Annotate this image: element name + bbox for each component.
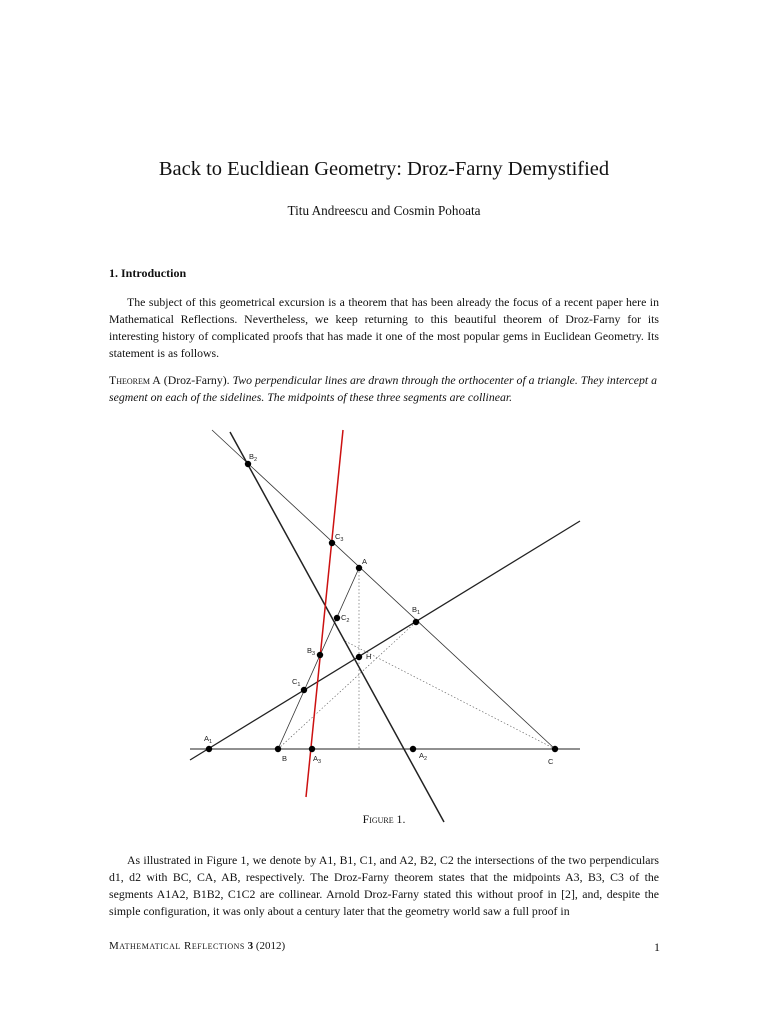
page-footer (109, 940, 659, 952)
footer-year: (2012) (255, 940, 286, 952)
label-b3: $B_3$ (307, 646, 316, 657)
intro-paragraph: The subject of this geometrical excursion is a theorem that has been already the focus of a recent paper here in Mathematical Reflections. Nevertheless, we keep returning to this beautiful theorem of Droz-Farny for its interesting history of complicated proofs that has made it one of the most popular gems in Euclidean Geometry. Its statement is as follows. (109, 295, 659, 360)
label-b: B (282, 754, 288, 763)
label-b2: $B_2$ (249, 452, 258, 463)
footer-journal: Mathematical Reflections (109, 940, 245, 952)
footer-volume: 3 (247, 940, 254, 952)
theorem-label: Theorem A (109, 373, 161, 387)
sideline-ca (212, 430, 555, 749)
section-heading: 1. Introduction (109, 266, 187, 280)
point-c (552, 746, 558, 752)
droz-farny-line (306, 430, 343, 797)
theorem-text: Two perpendicular lines are drawn through the orthocenter of a triangle. They intercept a segment on each of the sidelines. The midpoints of these three segments are collinear. (109, 373, 657, 404)
paper-authors: Titu Andreescu and Cosmin Pohoata (287, 203, 481, 218)
label-a1: $A_1$ (204, 734, 213, 745)
point-b3 (317, 652, 323, 658)
label-c3: $C_3$ (335, 532, 344, 543)
point-a3 (309, 746, 315, 752)
point-b (275, 746, 281, 752)
point-b2 (245, 461, 251, 467)
point-a2 (410, 746, 416, 752)
label-h: H (366, 652, 372, 661)
label-c1: $C_1$ (292, 677, 301, 688)
body-paragraph: As illustrated in Figure 1, we denote by A1, B1, C1, and A2, B2, C2 the intersections of the two perpendiculars d1, d2 with BC, CA, AB, respectively. The Droz-Farny theorem states that the midpoints A3, B3, C3 of the segments A1A2, B1B2, C1C2 are collinear. Arnold Droz-Farny stated this without proof in [2], and, despite the simple configuration, it was only about a century later that the geometry world saw a full proof in (109, 853, 659, 918)
point-a1 (206, 746, 212, 752)
paper-title: Back to Eucldiean Geometry: Droz-Farny Demystified (158, 158, 610, 180)
label-a3: $A_3$ (313, 754, 322, 765)
label-c2: $C_2$ (341, 613, 350, 624)
point-c1 (301, 687, 307, 693)
label-b1: $B_1$ (412, 605, 421, 616)
label-c: C (548, 757, 554, 766)
triangle-abc (190, 430, 580, 749)
sideline-ab (278, 568, 359, 749)
figure-caption: Figure 1. (362, 812, 406, 826)
label-a2: $A_2$ (419, 751, 428, 762)
label-a: A (362, 557, 368, 566)
page-number: 1 (654, 940, 660, 954)
theorem-name: (Droz-Farny). (163, 373, 230, 387)
point-h (356, 654, 362, 660)
point-b1 (413, 619, 419, 625)
point-c2 (334, 615, 340, 621)
perpendicular-d1 (190, 521, 580, 760)
